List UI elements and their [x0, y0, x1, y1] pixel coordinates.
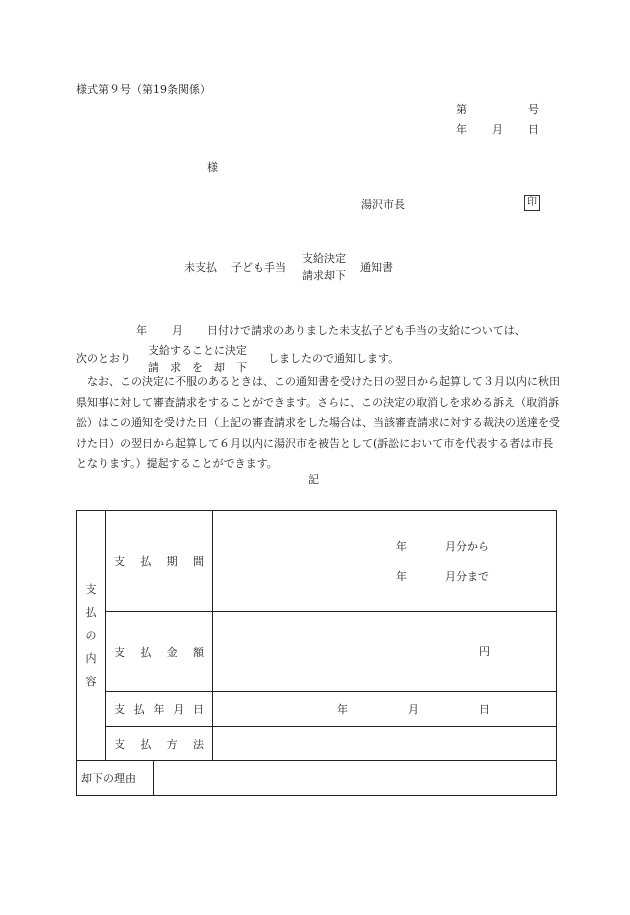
rejection-reason-label: 却下の理由 [77, 761, 154, 796]
payment-content-group-label: 支 払 の 内 容 [77, 511, 106, 761]
payment-details-table [76, 510, 557, 796]
payment-method-label: 支 払 方 法 [106, 727, 213, 761]
body-line2-choice-top: 支給することに決定 [148, 344, 247, 357]
form-number: 様式第９号（第19条関係） [76, 83, 211, 96]
doc-number-suffix: 号 [528, 103, 539, 116]
doc-number-prefix: 第 [456, 103, 467, 116]
body-line2-prefix: 次のとおり [76, 352, 131, 365]
amount-value-cell[interactable] [213, 612, 557, 692]
issuer-title: 湯沢市長 [361, 198, 405, 211]
body-line2-suffix: しましたので通知します。 [268, 352, 400, 365]
title-part3: 通知書 [360, 261, 393, 274]
period-row [77, 511, 557, 612]
body-line1-year: 年 [136, 324, 147, 337]
amount-unit: 円 [479, 645, 490, 658]
payment-date-label: 支 払 年 月 日 [106, 692, 213, 727]
record-heading: 記 [308, 473, 319, 486]
title-choice-bottom: 請求却下 [302, 269, 346, 282]
period-value-cell[interactable]: 年 月分から 年 月分まで [213, 511, 557, 612]
body-line1-month: 月 [172, 324, 183, 337]
payment-method-value-cell[interactable] [213, 727, 557, 761]
title-choice-top: 支給決定 [302, 252, 346, 265]
payment-date-value-cell[interactable]: 年 月 日 [213, 692, 557, 727]
method-row [77, 727, 557, 761]
rejection-reason-value-cell[interactable] [154, 761, 557, 796]
notice-paragraph-block [76, 372, 560, 475]
date-row [77, 692, 557, 727]
date-month-label: 月 [492, 123, 503, 136]
amount-row [77, 612, 557, 692]
seal-stamp: 印 [524, 195, 540, 211]
body-line2-choice-bottom: 請 求 を 却 下 [148, 361, 247, 374]
date-year-label: 年 [456, 123, 467, 136]
body-line1-rest: 日付けで請求のありました未支払子ども手当の支給については、 [207, 324, 526, 337]
rejection-row [77, 761, 557, 796]
amount-label: 支 払 金 額 [106, 612, 213, 692]
period-label: 支 払 期 間 [106, 511, 213, 612]
title-part2: 子ども手当 [231, 261, 286, 274]
title-part1: 未支払 [184, 261, 217, 274]
addressee-honorific: 様 [207, 161, 218, 174]
date-day-label: 日 [528, 123, 539, 136]
notice-paragraph: なお、この決定に不服のあるときは、この通知書を受けた日の翌日から起算して３月以内に秋田県知事に対して審査請求をすることができます。さらに、この決定の取消しを求める訴え（取消訴訟）はこの通知を受けた日（上記の審査請求をした場合は、当該審査請求に対する裁決の送達を受けた日）の翌日から起算して６月以内に湯沢市を被告として(訴訟において市を代表する者は市長となります。）提起することができます。 [76, 375, 560, 470]
